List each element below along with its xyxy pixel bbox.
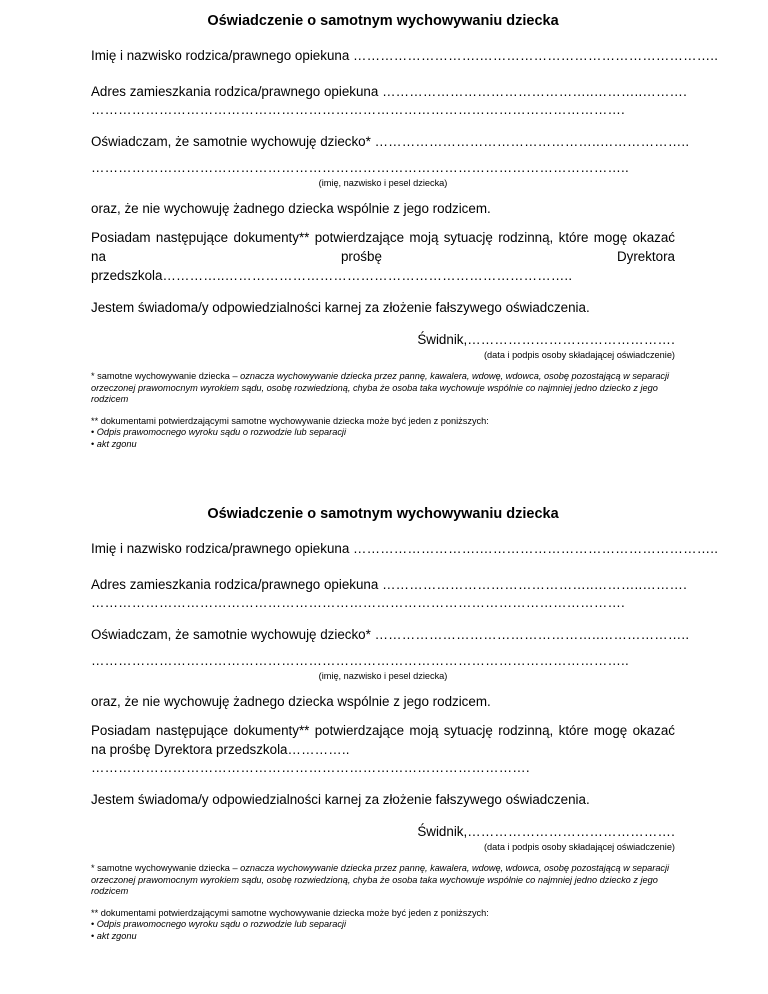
footnote-single-parenting xyxy=(91,371,675,406)
child-data-field[interactable]: ……………………………………………………………………………………………………….. xyxy=(91,160,629,175)
declare-field[interactable]: …………………………………………..……………….. xyxy=(374,627,690,642)
form-title: Oświadczenie o samotnym wychowywaniu dziecka xyxy=(207,506,559,522)
parent-name-label: Imię i nazwisko rodzica/prawnego opiekuna xyxy=(91,48,350,63)
bullet-2-text: akt zgonu xyxy=(96,930,137,941)
declare-label: Oświadczam, że samotnie wychowuję dziecko* xyxy=(91,627,371,642)
place-label: Świdnik, xyxy=(417,332,468,347)
awareness-statement: Jestem świadoma/y odpowiedzialności karnej za złożenie fałszywego oświadczenia. xyxy=(91,792,590,807)
awareness-statement: Jestem świadoma/y odpowiedzialności karnej za złożenie fałszywego oświadczenia. xyxy=(91,300,590,315)
documents-text: Posiadam następujące dokumenty** potwierdzające moją sytuację rodzinną, które mogę okazać na prośbę Dyrektora przedszkola xyxy=(91,230,675,283)
footnote-1-prefix: * samotne wychowywanie dziecka – xyxy=(91,863,241,873)
bullet-icon: • xyxy=(91,427,95,438)
address-label: Adres zamieszkania rodzica/prawnego opiekuna xyxy=(91,84,379,99)
no-child-statement: oraz, że nie wychowuję żadnego dziecka wspólnie z jego rodzicem. xyxy=(91,694,491,709)
documents-statement xyxy=(91,228,675,285)
parent-name-field[interactable]: ……………………….…………………………………………….. xyxy=(353,48,719,63)
bullet-icon: • xyxy=(91,438,95,449)
parent-name-line xyxy=(91,47,719,65)
bullet-1-text: Odpis prawomocnego wyroku sądu o rozwodzie lub separacji xyxy=(96,427,346,438)
place-date-line xyxy=(91,823,675,841)
child-data-field[interactable]: ……………………………………………………………………………………………………….. xyxy=(91,653,629,668)
child-data-caption: (imię, nazwisko i pesel dziecka) xyxy=(318,671,448,681)
address-field-continued[interactable]: ………………………………………………………………………………………………………. xyxy=(91,102,625,117)
parent-name-line xyxy=(91,540,719,558)
no-child-statement: oraz, że nie wychowuję żadnego dziecka wspólnie z jego rodzicem. xyxy=(91,201,491,216)
documents-field[interactable]: ………….. xyxy=(287,742,350,757)
address-line xyxy=(91,83,688,101)
declaration-form-1 xyxy=(91,12,719,451)
bullet-1-text: Odpis prawomocnego wyroku sądu o rozwodzie lub separacji xyxy=(96,919,346,930)
documents-field[interactable]: …………..………………………………………………………………….. xyxy=(162,268,573,283)
bullet-icon: • xyxy=(91,930,95,941)
bullet-court-ruling xyxy=(91,919,675,931)
footnote-1-prefix: * samotne wychowywanie dziecka – xyxy=(91,371,241,381)
footnote-documents: ** dokumentami potwierdzającymi samotne wychowywanie dziecka może być jeden z poniższych: xyxy=(91,415,489,426)
documents-text: Posiadam następujące dokumenty** potwierdzające moją sytuację rodzinną, które mogę okazać na prośbę Dyrektora przedszkola xyxy=(91,723,675,757)
signature-caption: (data i podpis osoby składającej oświadczenie) xyxy=(483,842,675,852)
declare-field[interactable]: …………………………………………..……………….. xyxy=(374,134,690,149)
bullet-2-text: akt zgonu xyxy=(96,438,137,449)
address-label: Adres zamieszkania rodzica/prawnego opiekuna xyxy=(91,577,379,592)
declare-line xyxy=(91,133,690,151)
place-label: Świdnik, xyxy=(417,824,468,839)
declare-line xyxy=(91,626,690,644)
address-field-continued[interactable]: ………………………………………………………………………………………………………. xyxy=(91,595,625,610)
signature-field[interactable]: ………………………………………. xyxy=(467,332,675,347)
footnote-single-parenting xyxy=(91,863,675,898)
bullet-icon: • xyxy=(91,919,95,930)
child-data-caption: (imię, nazwisko i pesel dziecka) xyxy=(318,178,448,188)
declare-label: Oświadczam, że samotnie wychowuję dziecko* xyxy=(91,134,371,149)
place-date-line xyxy=(91,331,675,349)
signature-caption: (data i podpis osoby składającej oświadczenie) xyxy=(483,350,675,360)
footnote-1-text: oznacza wychowywanie dziecka przez pannę, kawalera, wdowę, wdowca, osobę pozostającą w separacji orzeczonej prawomocnym wyrokiem sądu, osobę rozwiedzioną, chyba że osoba taka wychowuje wspólnie co najmniej jedno dziecko z jego rodzicem xyxy=(91,863,670,897)
parent-name-field[interactable]: ……………………….…………………………………………….. xyxy=(353,541,719,556)
address-field[interactable]: ………………………………………..………..………. xyxy=(382,84,688,99)
documents-statement xyxy=(91,721,675,759)
documents-field-continued[interactable]: ……………………………………………………………………………………. xyxy=(91,760,530,775)
bullet-death-certificate xyxy=(91,439,675,451)
bullet-death-certificate xyxy=(91,931,675,943)
footnote-documents: ** dokumentami potwierdzającymi samotne wychowywanie dziecka może być jeden z poniższych: xyxy=(91,907,489,918)
form-title: Oświadczenie o samotnym wychowywaniu dziecka xyxy=(207,13,559,29)
bullet-court-ruling xyxy=(91,427,675,439)
address-line xyxy=(91,576,688,594)
footnote-1-text: oznacza wychowywanie dziecka przez pannę, kawalera, wdowę, wdowca, osobę pozostającą w separacji orzeczonej prawomocnym wyrokiem sądu, osobę rozwiedzioną, chyba że osoba taka wychowuje wspólnie co najmniej jedno dziecko z jego rodzicem xyxy=(91,371,670,405)
declaration-form-2 xyxy=(91,505,719,943)
address-field[interactable]: ………………………………………..………..………. xyxy=(382,577,688,592)
parent-name-label: Imię i nazwisko rodzica/prawnego opiekuna xyxy=(91,541,350,556)
signature-field[interactable]: ………………………………………. xyxy=(467,824,675,839)
